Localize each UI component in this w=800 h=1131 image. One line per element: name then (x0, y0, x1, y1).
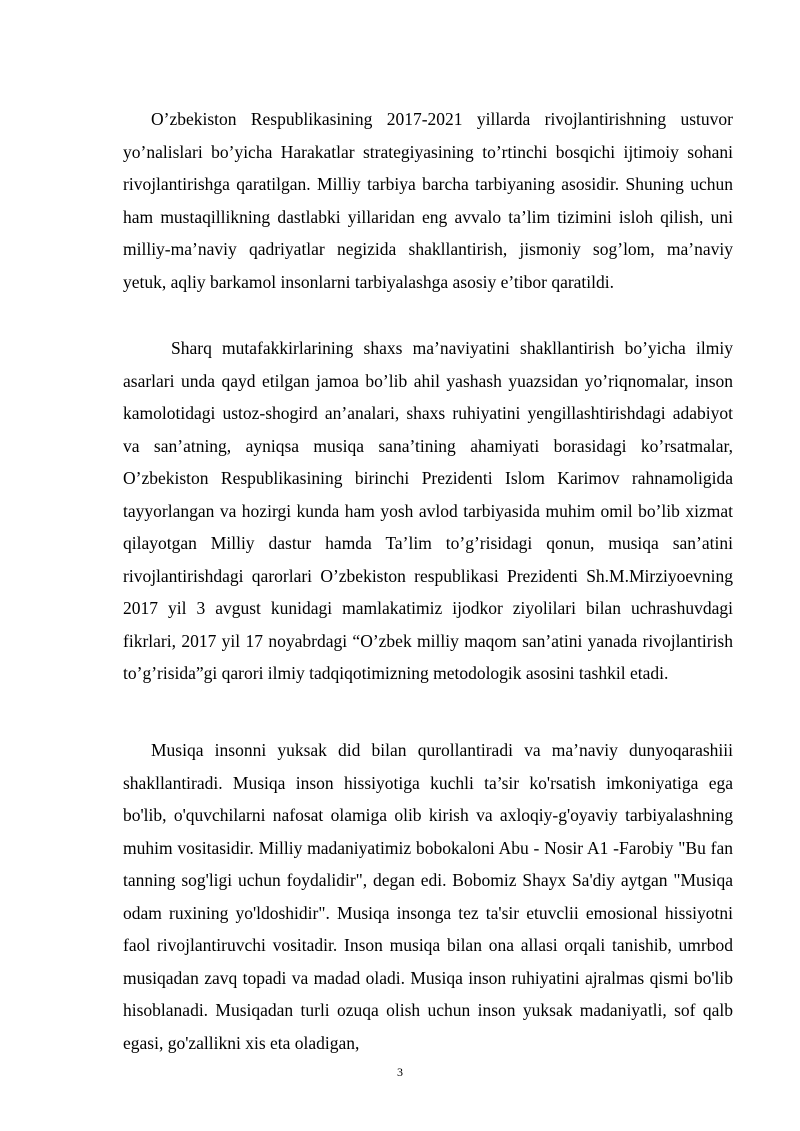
paragraph-1: O’zbekiston Respublikasining 2017-2021 yillarda rivojlantirishning ustuvor yo’nalislari bo’yicha Harakatlar strategiyasining to’rtinchi bosqichi ijtimoiy sohani rivojlantirishga qaratilgan. Milliy tarbiya barcha tarbiyaning asosidir. Shuning uchun ham mustaqillikning dastlabki yillaridan eng avvalo ta’lim tizimini isloh qilish, uni milliy-ma’naviy qadriyatlar negizida shakllantirish, jismoniy sog’lom, ma’naviy yetuk, aqliy barkamol insonlarni tarbiyalashga asosiy e’tibor qaratildi. (123, 109, 733, 292)
paragraph-3: Musiqa insonni yuksak did bilan qurollantiradi va ma’naviy dunyoqarashiii shakllantiradi. Musiqa inson hissiyotiga kuchli ta’sir ko'rsatish imkoniyatiga ega bo'lib, o'quvchilarni nafosat olamiga olib kirish va axloqiy-g'oyaviy tarbiyalashning muhim vositasidir. Milliy madaniyatimiz bobokaloni Abu - Nosir A1 -Farobiy "Bu fan tanning sog'ligi uchun foydalidir", degan edi. Bobomiz Shayx Sa'diy aytgan "Musiqa odam ruxining yo'ldoshidir". Musiqa insonga tez ta'sir etuvclii emosional hissiyotni faol rivojlantiruvchi vositadir. Inson musiqa bilan ona allasi orqali tanishib, umrbod musiqadan zavq topadi va madad oladi. Musiqa inson ruhiyatini ajralmas qismi bo'lib hisoblanadi. Musiqadan turli ozuqa olish uchun inson yuksak madaniyatli, sof qalb egasi, go'zallikni xis eta oladigan, (123, 740, 733, 1053)
page-number: 3 (397, 1065, 403, 1079)
paragraph-2: Sharq mutafakkirlarining shaxs ma’naviyatini shakllantirish bo’yicha ilmiy asarlari unda qayd etilgan jamoa bo’lib ahil yashash yuazsidan yo’riqnomalar, inson kamolotidagi ustoz-shogird an’analari, shaxs ruhiyatini yengillashtirishdagi adabiyot va san’atning, ayniqsa musiqa sana’tining ahamiyati borasidagi ko’rsatmalar, O’zbekiston Respublikasining birinchi Prezidenti Islom Karimov rahnamoligida tayyorlangan va hozirgi kunda ham yosh avlod tarbiyasida muhim omil bo’lib xizmat qilayotgan Milliy dastur hamda Ta’lim to’g’risidagi qonun, musiqa san’atini rivojlantirishdagi qarorlari O’zbekiston respublikasi Prezidenti Sh.M.Mirziyoevning 2017 yil 3 avgust kunidagi mamlakatimiz ijodkor ziyolilari bilan uchrashuvdagi fikrlari, 2017 yil 17 noyabrdagi “O’zbek milliy maqom san’atini yanada rivojlantirish to’g’risida”gi qarori ilmiy tadqiqotimizning metodologik asosini tashkil etadi. (123, 338, 733, 683)
